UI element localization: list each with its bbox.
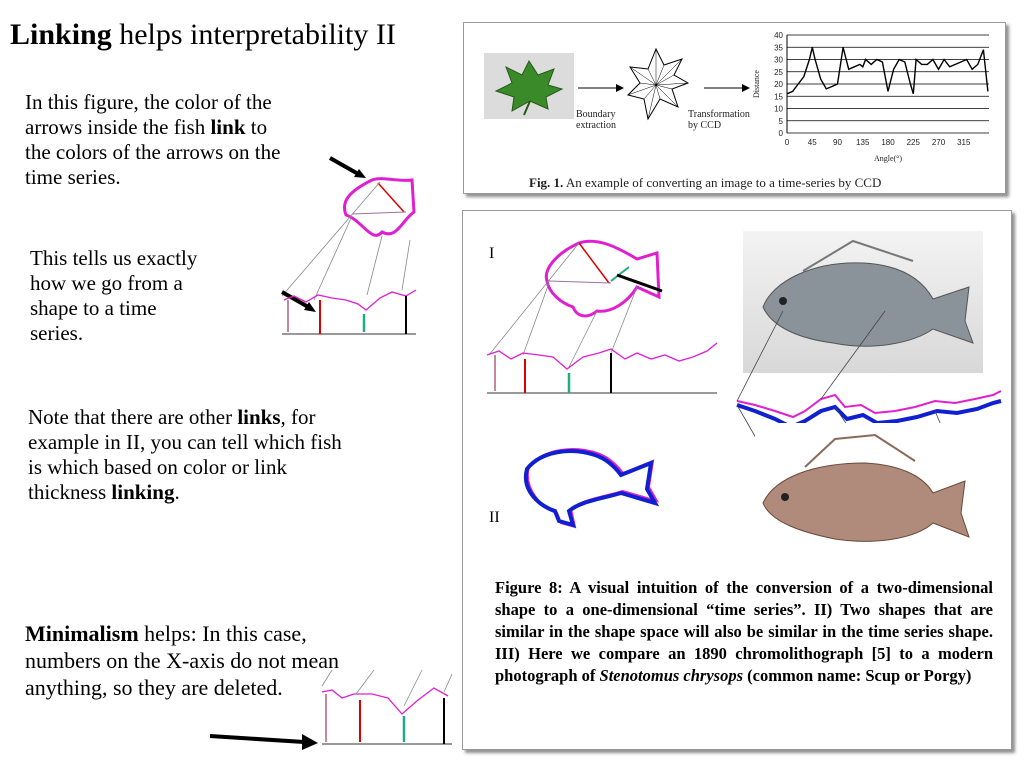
fish-drawing-icon	[755, 423, 973, 573]
fig8-caption-text: Figure 8: A visual intuition of the conversion of a two-dimensional shape to a one-dimensional “time series”. II) Two shapes that are similar in the shape space will also be similar in the time series shape. III) Here we compare an 1890 chromolithograph [5] to a modern photograph of	[495, 578, 993, 685]
slide-title	[10, 18, 396, 52]
chart-ytick-label: 35	[774, 43, 783, 53]
boundary-label-line1: Boundary	[576, 109, 616, 120]
fish-grey-arrow	[352, 212, 406, 214]
para3-text-post: .	[174, 480, 180, 504]
black-pointer-arrow-icon	[330, 158, 360, 175]
chart-xtick-label: 270	[931, 138, 946, 147]
arrow-right-2-icon	[702, 83, 752, 93]
fig1-caption-bold: Fig. 1.	[529, 175, 564, 190]
chart-ytick-label: 5	[778, 116, 783, 126]
arrow-right-icon	[576, 83, 626, 93]
chart-xtick-label: 0	[784, 138, 790, 147]
transform-label-line2: by CCD	[688, 120, 722, 131]
para-other-links	[28, 405, 358, 505]
fig8-caption-species: Stenotomus chrysops	[599, 666, 744, 685]
para1-text-post: to the colors of the arrows on the time series.	[25, 115, 281, 189]
para-shape-to-series: This tells us exactly how we go from a shape to a time series.	[30, 246, 198, 345]
chart-ytick-label: 20	[774, 80, 783, 89]
chart-xtick-label: 180	[881, 138, 895, 147]
leaf-image	[484, 53, 574, 119]
chart-ytick-label: 15	[774, 92, 783, 102]
fish-photograph	[743, 231, 983, 373]
chart-series-line	[787, 47, 988, 94]
ccd-star-shape	[626, 45, 690, 123]
fish-outline	[344, 179, 414, 236]
chart-xtick-label: 315	[957, 138, 971, 147]
fig8-caption	[495, 577, 993, 687]
para-minimalism	[25, 620, 345, 701]
title-rest: helps interpretability II	[111, 18, 396, 51]
chart-ylabel: Distance	[752, 70, 761, 98]
pointer-arrow-icon	[208, 730, 320, 750]
para3-text-mid: , for example in II, you can tell which fish is which based on color or link thickness	[28, 405, 342, 504]
chart-ytick-label: 30	[774, 55, 783, 65]
boundary-label-line2: extraction	[576, 120, 616, 131]
ccd-line-chart	[749, 29, 999, 167]
fish-I-outline	[546, 241, 659, 316]
fig8-caption-common-name: (common name: Scup or Porgy)	[743, 666, 972, 685]
fish-shape-I-diagram	[487, 229, 727, 399]
chart-xtick-label: 45	[807, 138, 817, 147]
fig1-caption	[529, 175, 881, 191]
figure-1-panel	[463, 22, 1006, 194]
chart-ytick-label: 10	[774, 104, 783, 114]
boundary-label	[576, 109, 616, 131]
para4-text: helps: In this case, numbers on the X-axis do not mean anything, so they are deleted.	[25, 621, 340, 700]
para1-text-pre: In this figure, the color of the arrows inside the fish	[25, 90, 272, 139]
fish-shape-II-diagram	[513, 439, 663, 529]
para1-bold: link	[210, 115, 246, 139]
title-bold: Linking	[10, 18, 112, 51]
label-II: II	[489, 509, 500, 526]
fish-photo-icon	[743, 231, 983, 373]
transform-label-line1: Transformation	[688, 109, 750, 120]
minimal-series-crop	[322, 670, 457, 752]
fish-series-crop	[282, 150, 422, 340]
transform-label	[688, 109, 750, 131]
fig1-caption-text: An example of converting an image to a time-series by CCD	[563, 175, 882, 190]
crop-time-series	[284, 290, 416, 310]
chart-xtick-label: 135	[856, 138, 870, 147]
chart-xlabel: Angle(°)	[873, 154, 903, 163]
leaf-icon	[484, 53, 574, 119]
figure-8-panel	[462, 210, 1012, 750]
para3-bold-linking: linking	[111, 480, 175, 504]
black-pointer-arrow-2-icon	[282, 292, 310, 308]
para3-text-pre: Note that there are other	[28, 405, 238, 429]
para3-bold-links: links	[237, 405, 281, 429]
fish-chromolithograph	[755, 423, 973, 573]
chart-xtick-label: 90	[833, 138, 842, 147]
chart-ytick-label: 40	[774, 31, 783, 40]
para4-bold: Minimalism	[25, 621, 139, 646]
label-I: I	[489, 245, 495, 262]
chart-xtick-label: 225	[906, 138, 920, 147]
fish-red-arrow	[378, 183, 404, 212]
para-linking-arrows	[25, 90, 293, 190]
chart-ytick-label: 0	[778, 129, 783, 138]
chart-ytick-label: 25	[774, 67, 783, 77]
